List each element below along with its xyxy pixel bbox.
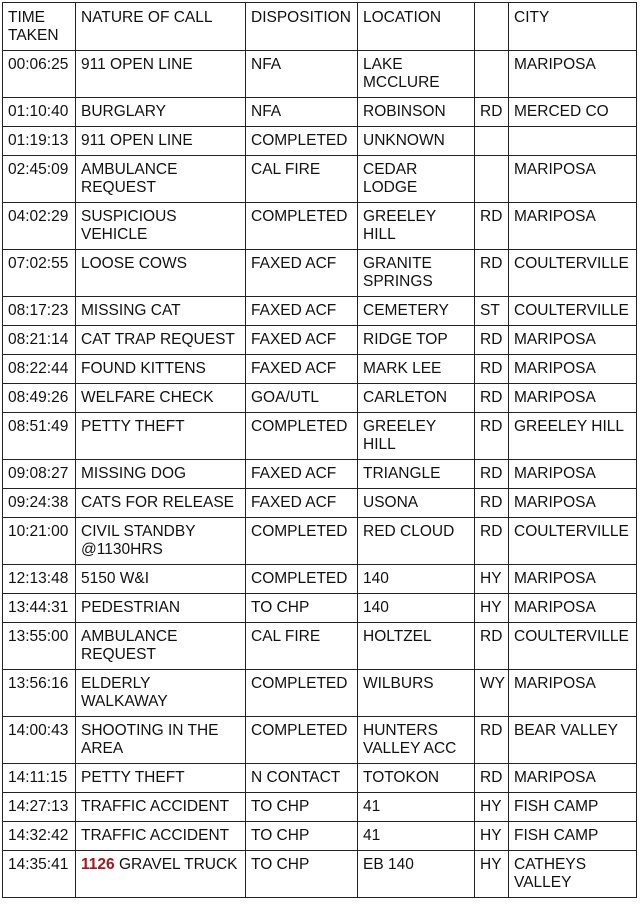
table-row: [3, 98, 637, 127]
cell-location: RED CLOUD: [358, 518, 475, 565]
cell-time: 04:02:29: [3, 203, 76, 250]
cell-location: TRIANGLE: [358, 460, 475, 489]
cell-disposition: FAXED ACF: [246, 460, 358, 489]
cell-street-suffix: RD: [475, 489, 509, 518]
cell-nature: MISSING DOG: [76, 460, 246, 489]
table-row: [3, 822, 637, 851]
cell-location: LAKE MCCLURE: [358, 51, 475, 98]
cell-disposition: TO CHP: [246, 822, 358, 851]
cell-street-suffix: RD: [475, 623, 509, 670]
cell-time: 14:27:13: [3, 793, 76, 822]
cell-city: MARIPOSA: [509, 51, 637, 98]
cell-disposition: TO CHP: [246, 594, 358, 623]
cell-street-suffix: RD: [475, 717, 509, 764]
cell-nature: PETTY THEFT: [76, 413, 246, 460]
cell-location: CEMETERY: [358, 297, 475, 326]
cell-nature: SUSPICIOUS VEHICLE: [76, 203, 246, 250]
cell-disposition: COMPLETED: [246, 413, 358, 460]
cell-time: 09:08:27: [3, 460, 76, 489]
cell-nature: ELDERLY WALKAWAY: [76, 670, 246, 717]
cell-nature: TRAFFIC ACCIDENT: [76, 793, 246, 822]
table-row: [3, 594, 637, 623]
cell-city: MARIPOSA: [509, 326, 637, 355]
cell-location: RIDGE TOP: [358, 326, 475, 355]
cell-disposition: COMPLETED: [246, 565, 358, 594]
cell-street-suffix: RD: [475, 413, 509, 460]
table-row: [3, 250, 637, 297]
cell-nature: [76, 851, 246, 898]
cell-time: 02:45:09: [3, 156, 76, 203]
cell-disposition: GOA/UTL: [246, 384, 358, 413]
table-row: [3, 670, 637, 717]
cell-disposition: COMPLETED: [246, 127, 358, 156]
cell-disposition: TO CHP: [246, 851, 358, 898]
cell-location: UNKNOWN: [358, 127, 475, 156]
cell-time: 14:32:42: [3, 822, 76, 851]
table-row: [3, 565, 637, 594]
cell-street-suffix: HY: [475, 565, 509, 594]
cell-location: GREELEY HILL: [358, 203, 475, 250]
cell-location: WILBURS: [358, 670, 475, 717]
cell-city: MARIPOSA: [509, 594, 637, 623]
cell-time: 14:35:41: [3, 851, 76, 898]
cell-disposition: COMPLETED: [246, 203, 358, 250]
cell-nature: AMBULANCE REQUEST: [76, 623, 246, 670]
table-row: [3, 489, 637, 518]
cell-nature: 911 OPEN LINE: [76, 51, 246, 98]
cell-nature: MISSING CAT: [76, 297, 246, 326]
cell-location: HOLTZEL: [358, 623, 475, 670]
table-row: [3, 623, 637, 670]
cell-location: MARK LEE: [358, 355, 475, 384]
cell-disposition: COMPLETED: [246, 518, 358, 565]
cell-street-suffix: [475, 156, 509, 203]
cell-time: 00:06:25: [3, 51, 76, 98]
cell-city: MARIPOSA: [509, 565, 637, 594]
cell-nature: CATS FOR RELEASE: [76, 489, 246, 518]
cell-disposition: NFA: [246, 51, 358, 98]
table-row: [3, 326, 637, 355]
cell-street-suffix: HY: [475, 822, 509, 851]
cell-street-suffix: RD: [475, 98, 509, 127]
cell-time: 14:00:43: [3, 717, 76, 764]
table-row: [3, 127, 637, 156]
cell-disposition: FAXED ACF: [246, 250, 358, 297]
header-location: LOCATION: [358, 3, 475, 51]
header-street-suffix: [475, 3, 509, 51]
cell-city: [509, 127, 637, 156]
cell-city: COULTERVILLE: [509, 518, 637, 565]
cell-street-suffix: RD: [475, 460, 509, 489]
call-log-body: [3, 51, 637, 898]
cell-street-suffix: WY: [475, 670, 509, 717]
table-row: [3, 156, 637, 203]
cell-time: 08:17:23: [3, 297, 76, 326]
cell-city: MARIPOSA: [509, 460, 637, 489]
cell-nature: TRAFFIC ACCIDENT: [76, 822, 246, 851]
cell-city: MARIPOSA: [509, 670, 637, 717]
cell-time: 14:11:15: [3, 764, 76, 793]
cell-nature: 5150 W&I: [76, 565, 246, 594]
table-row: [3, 51, 637, 98]
cell-city: CATHEYS VALLEY: [509, 851, 637, 898]
cell-city: FISH CAMP: [509, 822, 637, 851]
cell-time: 09:24:38: [3, 489, 76, 518]
cell-city: MARIPOSA: [509, 355, 637, 384]
cell-location: USONA: [358, 489, 475, 518]
cell-street-suffix: RD: [475, 384, 509, 413]
table-row: [3, 413, 637, 460]
cell-time: 08:22:44: [3, 355, 76, 384]
cell-disposition: COMPLETED: [246, 670, 358, 717]
cell-disposition: FAXED ACF: [246, 355, 358, 384]
cell-city: COULTERVILLE: [509, 250, 637, 297]
cell-time: 08:21:14: [3, 326, 76, 355]
cell-location: HUNTERS VALLEY ACC: [358, 717, 475, 764]
cell-city: MARIPOSA: [509, 156, 637, 203]
cell-nature: CIVIL STANDBY @1130HRS: [76, 518, 246, 565]
cell-time: 08:51:49: [3, 413, 76, 460]
cell-city: FISH CAMP: [509, 793, 637, 822]
table-row: [3, 203, 637, 250]
cell-time: 13:55:00: [3, 623, 76, 670]
cell-street-suffix: RD: [475, 326, 509, 355]
cell-city: MARIPOSA: [509, 203, 637, 250]
cell-city: MERCED CO: [509, 98, 637, 127]
cell-street-suffix: [475, 127, 509, 156]
cell-street-suffix: ST: [475, 297, 509, 326]
cell-city: MARIPOSA: [509, 489, 637, 518]
cell-disposition: FAXED ACF: [246, 297, 358, 326]
cell-nature: WELFARE CHECK: [76, 384, 246, 413]
table-row: [3, 793, 637, 822]
cell-time: 08:49:26: [3, 384, 76, 413]
cell-street-suffix: HY: [475, 793, 509, 822]
header-city: CITY: [509, 3, 637, 51]
cell-street-suffix: RD: [475, 764, 509, 793]
incident-code: 1126: [81, 856, 115, 873]
cell-city: MARIPOSA: [509, 764, 637, 793]
cell-location: CARLETON: [358, 384, 475, 413]
cell-disposition: CAL FIRE: [246, 156, 358, 203]
cell-city: GREELEY HILL: [509, 413, 637, 460]
cell-city: BEAR VALLEY: [509, 717, 637, 764]
cell-street-suffix: HY: [475, 594, 509, 623]
cell-disposition: FAXED ACF: [246, 326, 358, 355]
table-row: [3, 717, 637, 764]
cell-street-suffix: RD: [475, 250, 509, 297]
cell-nature: FOUND KITTENS: [76, 355, 246, 384]
cell-location: 41: [358, 793, 475, 822]
table-row: [3, 518, 637, 565]
call-log-table: [2, 2, 637, 898]
cell-nature: SHOOTING IN THE AREA: [76, 717, 246, 764]
header-disposition: DISPOSITION: [246, 3, 358, 51]
cell-time: 10:21:00: [3, 518, 76, 565]
cell-location: 140: [358, 565, 475, 594]
cell-disposition: COMPLETED: [246, 717, 358, 764]
nature-text: GRAVEL TRUCK: [114, 856, 238, 873]
cell-time: 07:02:55: [3, 250, 76, 297]
cell-location: TOTOKON: [358, 764, 475, 793]
cell-location: GREELEY HILL: [358, 413, 475, 460]
cell-location: EB 140: [358, 851, 475, 898]
cell-street-suffix: RD: [475, 203, 509, 250]
header-row: [3, 3, 637, 51]
cell-street-suffix: RD: [475, 355, 509, 384]
cell-street-suffix: RD: [475, 518, 509, 565]
header-nature-of-call: NATURE OF CALL: [76, 3, 246, 51]
table-row: [3, 851, 637, 898]
table-row: [3, 297, 637, 326]
cell-location: 41: [358, 822, 475, 851]
cell-nature: AMBULANCE REQUEST: [76, 156, 246, 203]
table-row: [3, 764, 637, 793]
cell-time: 13:56:16: [3, 670, 76, 717]
cell-nature: BURGLARY: [76, 98, 246, 127]
cell-nature: PEDESTRIAN: [76, 594, 246, 623]
cell-city: COULTERVILLE: [509, 623, 637, 670]
cell-city: MARIPOSA: [509, 384, 637, 413]
cell-nature: CAT TRAP REQUEST: [76, 326, 246, 355]
cell-time: 01:19:13: [3, 127, 76, 156]
cell-disposition: CAL FIRE: [246, 623, 358, 670]
cell-nature: PETTY THEFT: [76, 764, 246, 793]
cell-city: COULTERVILLE: [509, 297, 637, 326]
table-row: [3, 355, 637, 384]
header-time-taken: TIME TAKEN: [3, 3, 76, 51]
cell-location: 140: [358, 594, 475, 623]
cell-disposition: TO CHP: [246, 793, 358, 822]
cell-time: 13:44:31: [3, 594, 76, 623]
cell-disposition: N CONTACT: [246, 764, 358, 793]
cell-location: ROBINSON: [358, 98, 475, 127]
cell-street-suffix: HY: [475, 851, 509, 898]
table-row: [3, 460, 637, 489]
cell-nature: 911 OPEN LINE: [76, 127, 246, 156]
cell-location: GRANITE SPRINGS: [358, 250, 475, 297]
cell-disposition: NFA: [246, 98, 358, 127]
cell-time: 12:13:48: [3, 565, 76, 594]
cell-street-suffix: [475, 51, 509, 98]
cell-nature: LOOSE COWS: [76, 250, 246, 297]
cell-location: CEDAR LODGE: [358, 156, 475, 203]
cell-time: 01:10:40: [3, 98, 76, 127]
cell-disposition: FAXED ACF: [246, 489, 358, 518]
table-row: [3, 384, 637, 413]
